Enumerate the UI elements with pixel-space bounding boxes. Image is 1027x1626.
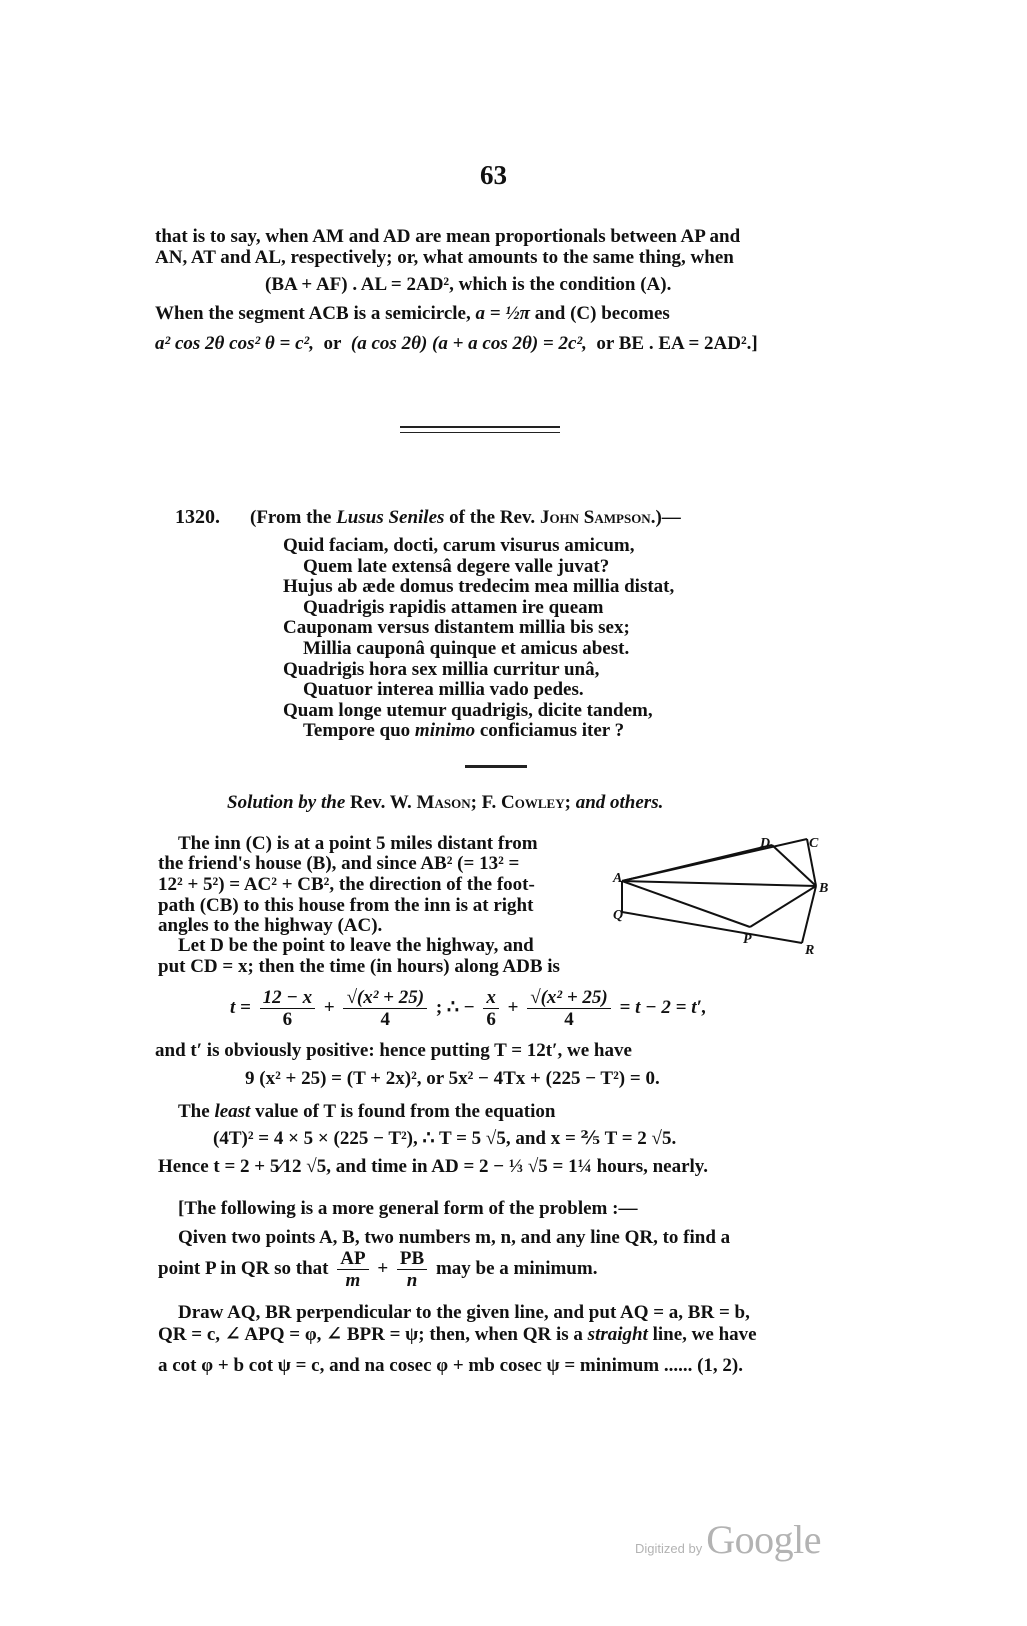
result-line: Hence t = 2 + 5⁄12 √5, and time in AD = 2 − ⅓ √5 = 1¼ hours, nearly. [158, 1156, 708, 1177]
label-d: D [760, 836, 771, 851]
text-line: the friend's house (B), and since AB² (= 13² = [158, 853, 520, 874]
text-line: [The following is a more general form of the problem :— [178, 1198, 638, 1219]
equation-line: a² cos 2θ cos² θ = c², or (a cos 2θ) (a + a cos 2θ) = 2c², or BE . EA = 2AD².] [155, 333, 758, 354]
verse-line: Tempore quo minimo conficiamus iter ? [303, 720, 625, 742]
solution-heading: Solution by the Rev. W. Mason; F. Cowley; and others. [227, 792, 664, 813]
text-line: When the segment ACB is a semicircle, a = ½π and (C) becomes [155, 303, 670, 324]
verse-line: Cauponam versus distantem millia bis sex; [283, 617, 630, 639]
text-line: angles to the highway (AC). [158, 915, 383, 936]
problem-number: 1320. [175, 506, 220, 528]
text-line: The least value of T is found from the equation [178, 1101, 556, 1122]
verse-line: Quem late extensâ degere valle juvat? [303, 555, 610, 577]
verse-line: Hujus ab æde domus tredecim mea millia distat, [283, 576, 675, 598]
verse-line: Quadrigis rapidis attamen ire queam [303, 596, 604, 618]
text-line: The inn (C) is at a point 5 miles distant from [178, 833, 538, 854]
time-equation: t = $\frac{12 - x}{6}$ + $\frac{\text{√(x² + 25)}}{4}$ ; ∴ − $\frac{x}{6}$ + $\frac{\text{√(x² + 25)}}{4}$ = t − 2 = t′, [230, 987, 707, 1030]
condition-equation: (BA + AF) . AL = 2AD², which is the condition (A). [265, 274, 672, 295]
text-line: QR = c, ∠ APQ = φ, ∠ BPR = ψ; then, when QR is a straight line, we have [158, 1324, 757, 1345]
label-r: R [805, 943, 815, 958]
text-line: AN, AT and AL, respectively; or, what amounts to the same thing, when [155, 247, 734, 268]
text-line: Qiven two points A, B, two numbers m, n, and any line QR, to find a [178, 1227, 731, 1248]
least-value-equation: (4T)² = 4 × 5 × (225 − T²), ∴ T = 5 √5, and x = ⅖ T = 2 √5. [213, 1128, 677, 1149]
label-b: B [819, 881, 829, 896]
verse-line: Millia cauponâ quinque et amicus abest. [303, 637, 630, 659]
line-qr [622, 912, 802, 943]
line-pb [750, 886, 816, 927]
line-ab [622, 881, 816, 886]
text-line: put CD = x; then the time (in hours) along ADB is [158, 956, 560, 977]
text-line: 12² + 5²) = AC² + CB², the direction of the foot- [158, 874, 535, 895]
geometry-figure [600, 826, 840, 964]
digitized-watermark: Digitized by Google [635, 1517, 821, 1562]
verse-line: Quam longe utemur quadrigis, dicite tandem, [283, 699, 653, 721]
verse-line: Quadrigis hora sex millia curritur unâ, [283, 658, 600, 680]
label-c: C [809, 836, 819, 851]
separator-rule [400, 426, 560, 428]
latin-verse [283, 536, 674, 742]
text-line: Let D be the point to leave the highway, and [178, 935, 534, 956]
text-line: path (CB) to this house from the inn is at right [158, 895, 534, 916]
label-q: Q [613, 908, 624, 923]
text-line: and t′ is obviously positive: hence putting T = 12t′, we have [155, 1040, 632, 1061]
text-line: Draw AQ, BR perpendicular to the given line, and put AQ = a, BR = b, [178, 1302, 750, 1323]
line-ap [622, 881, 750, 927]
text-line: that is to say, when AM and AD are mean proportionals between AP and [155, 226, 741, 247]
line-ad [622, 845, 772, 881]
label-a: A [613, 871, 623, 886]
page-number: 63 [480, 160, 507, 190]
separator-rule [465, 765, 527, 768]
minimum-condition: point P in QR so that $\frac{AP}{m}$ + $\frac{PB}{n}$ may be a minimum. [158, 1248, 598, 1291]
google-logo: Google [706, 1517, 821, 1562]
separator-rule [400, 432, 560, 433]
equation-line: a cot φ + b cot ψ = c, and na cosec φ + mb cosec ψ = minimum ...... (1, 2). [158, 1355, 743, 1376]
quadratic-equation: 9 (x² + 25) = (T + 2x)², or 5x² − 4Tx + (225 − T²) = 0. [245, 1068, 660, 1089]
verse-line: Quid faciam, docti, carum visurus amicum, [283, 535, 635, 556]
verse-line: Quatuor interea millia vado pedes. [303, 679, 584, 701]
label-p: P [743, 932, 752, 947]
problem-intro: (From the Lusus Seniles of the Rev. John Sampson.)— [250, 507, 681, 528]
